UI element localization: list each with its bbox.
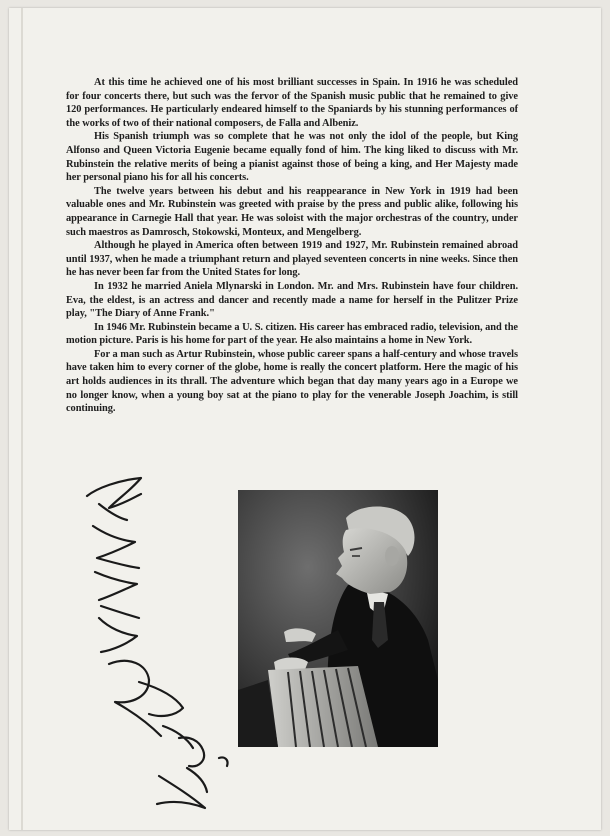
paragraph-citizenship: In 1946 Mr. Rubinstein became a U. S. citizen. His career has embraced radio, television, and the motion picture. Paris is his home for part of the year. He also maintains a home in New York. (66, 321, 518, 347)
paragraph-concert-platform: For a man such as Artur Rubinstein, whose public career spans a half-century and whose travels have taken him to every corner of the globe, home is really the concert platform. Here the magic of his art holds audiences in its thrall. The adventure which began that day many years ago in a Europe we no longer know, when a young boy sat at the piano to play for the venerable Joseph Joachim, is still continuing. (66, 348, 518, 415)
program-page (9, 8, 601, 830)
autograph-signature (79, 468, 259, 818)
paragraph-new-york-return: The twelve years between his debut and his reappearance in New York in 1919 had been valuable ones and Mr. Rubinstein was greeted with praise by the press and public alike, following his appearance in Carnegie Hall that year. He was soloist with the major orchestras of the country, under such maestros as Damrosch, Stokowski, Monteux, and Mengelberg. (66, 185, 518, 238)
paragraph-america-tours: Although he played in America often between 1919 and 1927, Mr. Rubinstein remained abroad until 1937, when he made a triumphant return and played seventeen concerts in nine weeks. Since then he has never been far from the United States for long. (66, 240, 518, 279)
pianist-photo (238, 490, 438, 747)
paragraph-spanish-triumph: His Spanish triumph was so complete that he was not only the idol of the people, but King Alfonso and Queen Victoria Eugenie became equally fond of him. The king liked to discuss with Mr. Rubinstein the relative merits of being a pianist against those of being a king, and Her Majesty made her personal piano his for all his concerts. (66, 131, 518, 184)
signature-ink (79, 468, 259, 818)
paragraph-marriage: In 1932 he married Aniela Mlynarski in London. Mr. and Mrs. Rubinstein have four children. Eva, the eldest, is an actress and dancer and recently made a name for herself in the Pulitzer Prize play, "The Diary of Anne Frank." (66, 280, 518, 320)
article-body (66, 76, 518, 416)
paragraph-spain-success: At this time he achieved one of his most brilliant successes in Spain. In 1916 he was scheduled for four concerts there, but such was the fervor of the Spanish music public that he remained to give 120 performances. He particularly endeared himself to the Spaniards by his stunning performances of the works of two of their national composers, de Falla and Albeniz. (66, 77, 518, 129)
pianist-photo-illustration (238, 490, 438, 747)
page-binding-edge (21, 8, 23, 830)
